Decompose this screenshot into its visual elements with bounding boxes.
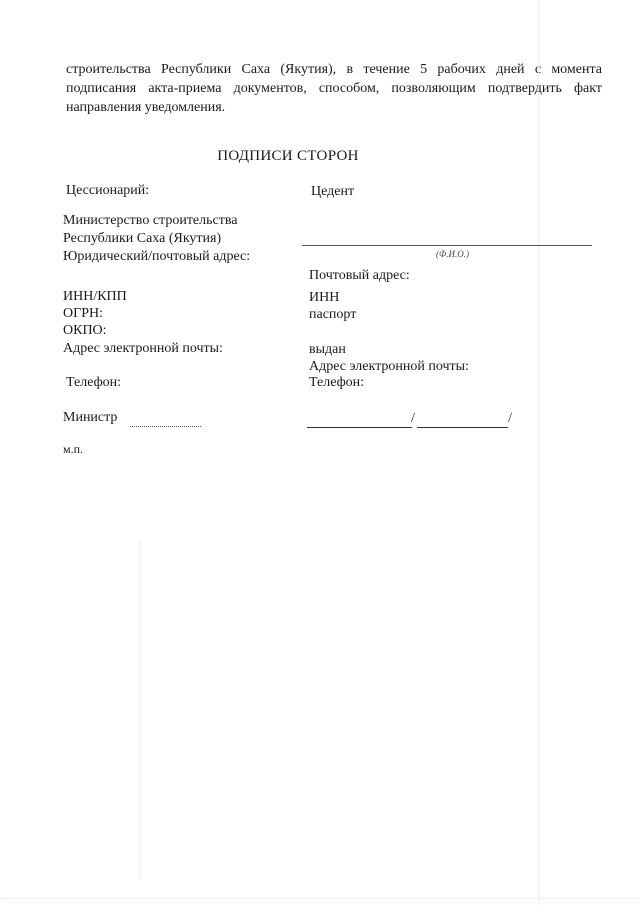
cedent-fio-line	[302, 245, 592, 246]
signatures-heading: ПОДПИСИ СТОРОН	[217, 148, 359, 164]
scan-artifact-line	[0, 898, 640, 899]
stamp-label: м.п.	[63, 442, 84, 456]
minister-label: Министр	[63, 410, 118, 425]
cedent-signature-line	[307, 427, 412, 428]
scan-artifact-line	[139, 540, 140, 880]
cedent-slash-1: /	[411, 411, 415, 426]
cessionary-address-label: Юридический/почтовый адрес:	[63, 249, 251, 264]
closing-paragraph	[66, 60, 602, 117]
scan-artifact-line	[538, 0, 539, 905]
cessionary-phone-label: Телефон:	[66, 375, 122, 390]
cedent-title: Цедент	[311, 184, 355, 199]
cedent-inn-label: ИНН	[309, 290, 340, 305]
paragraph-line-2: подписания акта-приема документов, способом, позволяющим подтвердить факт	[66, 81, 602, 96]
cedent-phone-label: Телефон:	[309, 375, 365, 390]
cessionary-ogrn-label: ОГРН:	[63, 306, 103, 321]
cessionary-okpo-label: ОКПО:	[63, 323, 107, 338]
paragraph-line-3: направления уведомления.	[66, 100, 226, 115]
cedent-name-line	[417, 427, 508, 428]
cedent-email-label: Адрес электронной почты:	[309, 359, 469, 374]
cedent-passport-label: паспорт	[309, 307, 357, 322]
paragraph-line-1: строительства Республики Саха (Якутия), в течение 5 рабочих дней с момента	[66, 62, 602, 77]
cedent-issued-label: выдан	[309, 342, 346, 357]
cessionary-inn-label: ИНН/КПП	[63, 289, 127, 304]
cessionary-email-label: Адрес электронной почты:	[63, 341, 223, 356]
cessionary-org-line-2: Республики Саха (Якутия)	[63, 231, 222, 246]
cedent-fio-caption: (Ф.И.О.)	[436, 249, 469, 259]
minister-signature-line	[130, 426, 201, 427]
cessionary-org-line-1: Министерство строительства	[63, 213, 238, 228]
cedent-slash-2: /	[508, 411, 512, 426]
cedent-postal-label: Почтовый адрес:	[309, 268, 410, 283]
cessionary-title: Цессионарий:	[66, 183, 150, 198]
